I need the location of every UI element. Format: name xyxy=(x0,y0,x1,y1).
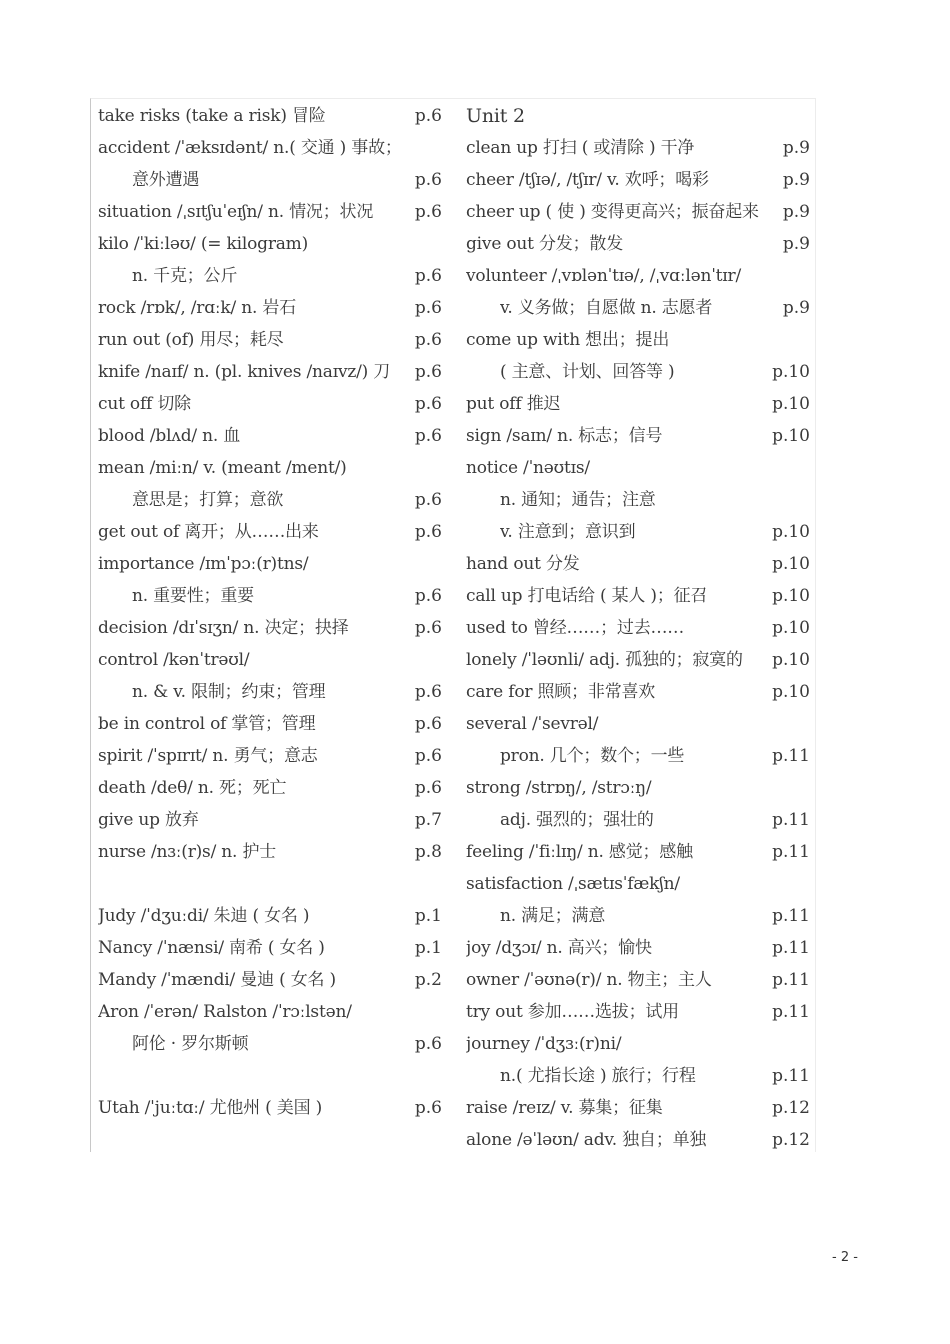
entry-page-ref: p.6 xyxy=(414,490,442,510)
entry-page-ref: p.6 xyxy=(414,522,442,542)
vocab-entry xyxy=(98,228,446,260)
vocab-entry xyxy=(466,420,814,452)
entry-page-ref: p.11 xyxy=(772,970,810,990)
entry-text: several /ˈsevrəl/ xyxy=(466,714,599,734)
vocab-entry xyxy=(98,388,446,420)
entry-text: owner /ˈəʊnə(r)/ n. 物主；主人 xyxy=(466,970,712,990)
entry-text: accident /ˈæksɪdənt/ n.( 交通 ) 事故； xyxy=(98,138,402,158)
entry-text: alone /əˈləʊn/ adv. 独自；单独 xyxy=(466,1130,707,1150)
vocab-entry xyxy=(98,708,446,740)
entry-page-ref: p.11 xyxy=(772,938,810,958)
entry-page-ref: p.11 xyxy=(772,906,810,926)
vocab-entry xyxy=(98,836,446,868)
entry-text: ( 主意、计划、回答等 ) xyxy=(500,362,675,382)
vocab-entry xyxy=(466,868,814,900)
entry-page-ref: p.10 xyxy=(772,650,810,670)
entry-page-ref: p.10 xyxy=(772,426,810,446)
entry-text: get out of 离开；从……出来 xyxy=(98,522,319,542)
vocab-entry xyxy=(98,580,446,612)
entry-text: volunteer /ˌvɒlənˈtɪə/, /ˌvɑːlənˈtɪr/ xyxy=(466,266,741,286)
entry-text: put off 推迟 xyxy=(466,394,561,414)
entry-page-ref: p.9 xyxy=(782,234,810,254)
entry-page-ref: p.10 xyxy=(772,394,810,414)
vocab-entry xyxy=(466,228,814,260)
vocab-entry xyxy=(98,1028,446,1060)
vocab-entry xyxy=(466,836,814,868)
vocab-entry xyxy=(466,516,814,548)
vocab-entry xyxy=(98,100,446,132)
entry-page-ref: p.10 xyxy=(772,522,810,542)
vocab-entry xyxy=(98,132,446,164)
entry-text: raise /reɪz/ v. 募集；征集 xyxy=(466,1098,663,1118)
vocab-entry xyxy=(466,132,814,164)
entry-text: Nancy /ˈnænsi/ 南希 ( 女名 ) xyxy=(98,938,325,958)
vocab-entry xyxy=(466,900,814,932)
entry-text: call up 打电话给 ( 某人 )；征召 xyxy=(466,586,708,606)
vocab-entry xyxy=(98,964,446,996)
vocab-entry xyxy=(98,356,446,388)
vocab-entry xyxy=(466,1028,814,1060)
entry-page-ref: p.9 xyxy=(782,170,810,190)
entry-text: try out 参加……选拔；试用 xyxy=(466,1002,679,1022)
entry-text: journey /ˈdʒɜː(r)ni/ xyxy=(466,1034,622,1054)
entry-page-ref: p.6 xyxy=(414,362,442,382)
entry-page-ref: p.9 xyxy=(782,298,810,318)
entry-text: Aron /ˈerən/ Ralston /ˈrɔːlstən/ xyxy=(98,1002,352,1022)
vocab-entry xyxy=(466,388,814,420)
entry-page-ref: p.10 xyxy=(772,618,810,638)
entry-text: 意思是；打算；意欲 xyxy=(132,490,284,510)
vocab-entry xyxy=(466,1092,814,1124)
vocab-entry xyxy=(98,804,446,836)
entry-text: pron. 几个；数个；一些 xyxy=(500,746,685,766)
entry-page-ref: p.2 xyxy=(414,970,442,990)
entry-text: care for 照顾；非常喜欢 xyxy=(466,682,656,702)
entry-text: v. 义务做；自愿做 n. 志愿者 xyxy=(500,298,713,318)
entry-page-ref: p.11 xyxy=(772,1002,810,1022)
vocab-entry xyxy=(98,292,446,324)
vocab-entry xyxy=(98,772,446,804)
entry-text: kilo /ˈkiːləʊ/ (= kilogram) xyxy=(98,234,309,254)
entry-text: Mandy /ˈmændi/ 曼迪 ( 女名 ) xyxy=(98,970,336,990)
vocab-entry xyxy=(466,292,814,324)
vocab-entry xyxy=(466,996,814,1028)
entry-page-ref: p.6 xyxy=(414,1098,442,1118)
vocab-entry xyxy=(466,484,814,516)
entry-page-ref: p.10 xyxy=(772,362,810,382)
entry-text: 阿伦 · 罗尔斯顿 xyxy=(132,1034,249,1054)
entry-page-ref: p.6 xyxy=(414,106,442,126)
entry-page-ref: p.6 xyxy=(414,714,442,734)
entry-text: situation /ˌsɪtʃuˈeɪʃn/ n. 情况；状况 xyxy=(98,202,374,222)
entry-text: be in control of 掌管；管理 xyxy=(98,714,316,734)
vocab-entry xyxy=(466,644,814,676)
entry-text: Judy /ˈdʒuːdi/ 朱迪 ( 女名 ) xyxy=(98,906,310,926)
entry-text: n. 满足；满意 xyxy=(500,906,606,926)
entry-text: clean up 打扫 ( 或清除 ) 干净 xyxy=(466,138,695,158)
vocab-entry xyxy=(466,196,814,228)
entry-text: Utah /ˈjuːtɑː/ 尤他州 ( 美国 ) xyxy=(98,1098,323,1118)
entry-page-ref: p.6 xyxy=(414,394,442,414)
entry-text: satisfaction /ˌsætɪsˈfækʃn/ xyxy=(466,874,680,894)
vocab-entry xyxy=(466,932,814,964)
entry-text: death /deθ/ n. 死；死亡 xyxy=(98,778,287,798)
entry-page-ref: p.8 xyxy=(414,842,442,862)
left-column xyxy=(98,100,446,1124)
entry-text: decision /dɪˈsɪʒn/ n. 决定；抉择 xyxy=(98,618,349,638)
vocab-entry xyxy=(98,1092,446,1124)
entry-text: Unit 2 xyxy=(466,105,525,127)
entry-text: n. 重要性；重要 xyxy=(132,586,254,606)
entry-page-ref: p.6 xyxy=(414,202,442,222)
vocab-entry xyxy=(466,260,814,292)
entry-page-ref: p.6 xyxy=(414,330,442,350)
vocab-entry xyxy=(466,772,814,804)
vocab-entry xyxy=(466,740,814,772)
entry-page-ref: p.9 xyxy=(782,202,810,222)
vocab-entry xyxy=(98,548,446,580)
entry-text: take risks (take a risk) 冒险 xyxy=(98,106,326,126)
unit-heading xyxy=(466,100,814,132)
entry-page-ref: p.6 xyxy=(414,266,442,286)
vocab-entry xyxy=(98,196,446,228)
entry-text: n.( 尤指长途 ) 旅行；行程 xyxy=(500,1066,696,1086)
entry-text: n. 通知；通告；注意 xyxy=(500,490,656,510)
entry-page-ref: p.12 xyxy=(772,1098,810,1118)
vocab-entry xyxy=(98,644,446,676)
vocab-entry xyxy=(466,804,814,836)
entry-text: hand out 分发 xyxy=(466,554,580,574)
entry-text: feeling /ˈfiːlɪŋ/ n. 感觉；感触 xyxy=(466,842,693,862)
entry-page-ref: p.1 xyxy=(414,938,442,958)
vocab-entry xyxy=(98,452,446,484)
entry-text: rock /rɒk/, /rɑːk/ n. 岩石 xyxy=(98,298,297,318)
entry-text: come up with 想出；提出 xyxy=(466,330,670,350)
entry-page-ref: p.9 xyxy=(782,138,810,158)
entry-text: give up 放弃 xyxy=(98,810,199,830)
vocab-entry xyxy=(98,932,446,964)
entry-text: 意外遭遇 xyxy=(132,170,200,190)
vocab-entry xyxy=(466,1060,814,1092)
vocab-entry xyxy=(98,996,446,1028)
vocab-entry xyxy=(98,900,446,932)
vocab-entry xyxy=(466,580,814,612)
entry-page-ref: p.6 xyxy=(414,586,442,606)
vocab-entry xyxy=(466,676,814,708)
vocab-entry xyxy=(466,1124,814,1156)
entry-text: used to 曾经……；过去…… xyxy=(466,618,685,638)
entry-page-ref: p.6 xyxy=(414,426,442,446)
entry-page-ref: p.10 xyxy=(772,586,810,606)
vocab-entry xyxy=(98,676,446,708)
entry-text: cut off 切除 xyxy=(98,394,191,414)
entry-page-ref: p.6 xyxy=(414,298,442,318)
entry-page-ref: p.11 xyxy=(772,746,810,766)
spacer xyxy=(98,1060,446,1092)
vocab-entry xyxy=(98,612,446,644)
entry-text: mean /miːn/ v. (meant /ment/) xyxy=(98,458,347,478)
entry-page-ref: p.10 xyxy=(772,682,810,702)
entry-text: v. 注意到；意识到 xyxy=(500,522,636,542)
entry-page-ref: p.12 xyxy=(772,1130,810,1150)
vocab-entry xyxy=(466,164,814,196)
entry-page-ref: p.6 xyxy=(414,746,442,766)
vocab-entry xyxy=(98,484,446,516)
vocab-entry xyxy=(466,548,814,580)
entry-page-ref: p.6 xyxy=(414,778,442,798)
vocab-entry xyxy=(98,260,446,292)
entry-text: cheer /tʃɪə/, /tʃɪr/ v. 欢呼；喝彩 xyxy=(466,170,709,190)
entry-text: strong /strɒŋ/, /strɔːŋ/ xyxy=(466,778,652,798)
entry-page-ref: p.10 xyxy=(772,554,810,574)
vocab-entry xyxy=(98,164,446,196)
entry-text: control /kənˈtrəʊl/ xyxy=(98,650,250,670)
vocab-entry xyxy=(98,420,446,452)
entry-page-ref: p.6 xyxy=(414,1034,442,1054)
entry-page-ref: p.11 xyxy=(772,1066,810,1086)
vocab-entry xyxy=(98,740,446,772)
entry-text: n. & v. 限制；约束；管理 xyxy=(132,682,326,702)
entry-text: cheer up ( 使 ) 变得更高兴；振奋起来 xyxy=(466,202,759,222)
entry-text: spirit /ˈspɪrɪt/ n. 勇气；意志 xyxy=(98,746,318,766)
entry-page-ref: p.11 xyxy=(772,842,810,862)
entry-text: lonely /ˈləʊnli/ adj. 孤独的；寂寞的 xyxy=(466,650,743,670)
right-column xyxy=(466,100,814,1156)
entry-text: run out (of) 用尽；耗尽 xyxy=(98,330,284,350)
entry-text: give out 分发；散发 xyxy=(466,234,624,254)
entry-text: n. 千克；公斤 xyxy=(132,266,238,286)
vocab-entry xyxy=(466,612,814,644)
spacer xyxy=(98,868,446,900)
entry-text: blood /blʌd/ n. 血 xyxy=(98,426,241,446)
vocab-entry xyxy=(466,964,814,996)
entry-text: knife /naɪf/ n. (pl. knives /naɪvz/) 刀 xyxy=(98,362,391,382)
entry-page-ref: p.7 xyxy=(414,810,442,830)
entry-page-ref: p.6 xyxy=(414,170,442,190)
vocab-entry xyxy=(98,324,446,356)
vocab-entry xyxy=(466,356,814,388)
entry-text: importance /ɪmˈpɔː(r)tns/ xyxy=(98,554,309,574)
entry-page-ref: p.11 xyxy=(772,810,810,830)
entry-text: adj. 强烈的；强壮的 xyxy=(500,810,654,830)
page-number: - 2 - xyxy=(832,1250,858,1265)
vocab-entry xyxy=(466,452,814,484)
entry-page-ref: p.6 xyxy=(414,618,442,638)
entry-page-ref: p.1 xyxy=(414,906,442,926)
entry-text: joy /dʒɔɪ/ n. 高兴；愉快 xyxy=(466,938,652,958)
entry-text: nurse /nɜː(r)s/ n. 护士 xyxy=(98,842,277,862)
vocab-entry xyxy=(466,708,814,740)
entry-text: sign /saɪn/ n. 标志；信号 xyxy=(466,426,663,446)
entry-text: notice /ˈnəʊtɪs/ xyxy=(466,458,590,478)
vocab-entry xyxy=(98,516,446,548)
vocab-entry xyxy=(466,324,814,356)
entry-page-ref: p.6 xyxy=(414,682,442,702)
